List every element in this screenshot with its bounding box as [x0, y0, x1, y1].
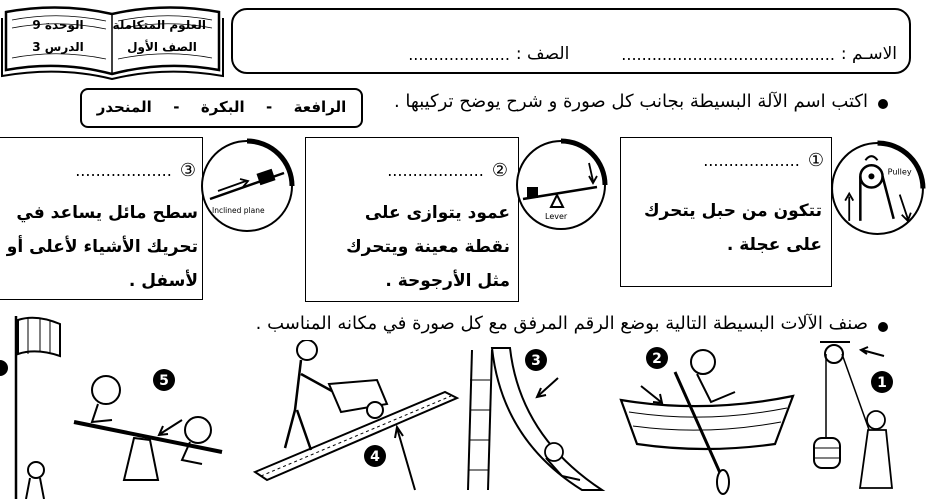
flagpole-illustration — [0, 310, 62, 499]
card-inclined-line-1: سطح مائل يساعد في — [16, 203, 198, 223]
card-pulley-line-1: تتكون من حبل يتحرك — [643, 201, 822, 221]
card-pulley-header — [638, 150, 824, 171]
pulley-icon-label: Pulley — [887, 166, 912, 177]
task2-bullet — [878, 322, 888, 332]
card-inclined-line-3: لأسفل . — [128, 271, 198, 291]
word-ramp: المنحدر — [96, 98, 152, 116]
class-label: الصف : — [515, 44, 570, 64]
wheelbarrow-ramp-illustration — [245, 340, 460, 499]
card-lever-header — [330, 160, 508, 181]
word-separator: - — [266, 98, 273, 116]
inclined-plane-icon-label: Inclined plane — [212, 206, 265, 215]
lesson-label: الدرس 3 — [32, 40, 84, 54]
answer-field[interactable]: ................... — [387, 161, 484, 180]
marker-5: 5 — [159, 373, 169, 389]
card-lever-line-3: مثل الأرجوحة . — [385, 271, 510, 291]
answer-field[interactable]: ................... — [703, 151, 800, 170]
subject-label: العلوم المتكاملة — [112, 18, 206, 32]
task1-instruction: اكتب اسم الآلة البسيطة بجانب كل صورة و شرح يوضح تركيبها . — [393, 91, 868, 112]
card-number: ① — [807, 150, 824, 171]
lever-icon-label: Lever — [545, 212, 568, 221]
name-field[interactable]: .......................................... — [621, 44, 835, 64]
word-pulley: البكرة — [200, 98, 245, 116]
word-bank — [86, 98, 357, 116]
inclined-plane-icon — [198, 137, 296, 235]
word-lever: الرافعة — [293, 98, 347, 116]
class-field[interactable]: .................... — [408, 44, 510, 64]
card-lever-line-1: عمود يتوازى على — [364, 203, 510, 223]
name-label: الاسـم : — [840, 44, 897, 64]
unit-label: الوحدة 9 — [32, 18, 84, 32]
marker-2: 2 — [652, 351, 662, 367]
pulley-illustration — [800, 338, 928, 499]
grade-label: الصف الأول — [127, 40, 197, 54]
student-info-row — [243, 41, 897, 67]
marker-1: 1 — [877, 375, 887, 391]
pulley-icon — [827, 138, 928, 239]
card-lever-line-2: نقطة معينة ويتحرك — [346, 237, 510, 257]
lever-icon — [513, 137, 609, 233]
card-number: ③ — [179, 160, 196, 181]
card-inclined-line-2: تحريك الأشياء لأعلى أو — [6, 237, 198, 257]
marker-3: 3 — [531, 353, 541, 369]
card-inclined-header — [20, 160, 196, 181]
word-separator: - — [173, 98, 180, 116]
marker-4: 4 — [370, 449, 380, 465]
boat-oar-illustration — [615, 342, 800, 499]
slide-illustration — [462, 340, 607, 499]
task1-bullet — [878, 99, 888, 109]
card-number: ② — [491, 160, 508, 181]
card-pulley-line-2: على عجلة . — [726, 235, 822, 255]
answer-field[interactable]: ................... — [75, 161, 172, 180]
task2-instruction: صنف الآلات البسيطة التالية بوضع الرقم المرفق مع كل صورة في مكانه المناسب . — [255, 313, 868, 334]
seesaw-illustration — [62, 360, 240, 488]
